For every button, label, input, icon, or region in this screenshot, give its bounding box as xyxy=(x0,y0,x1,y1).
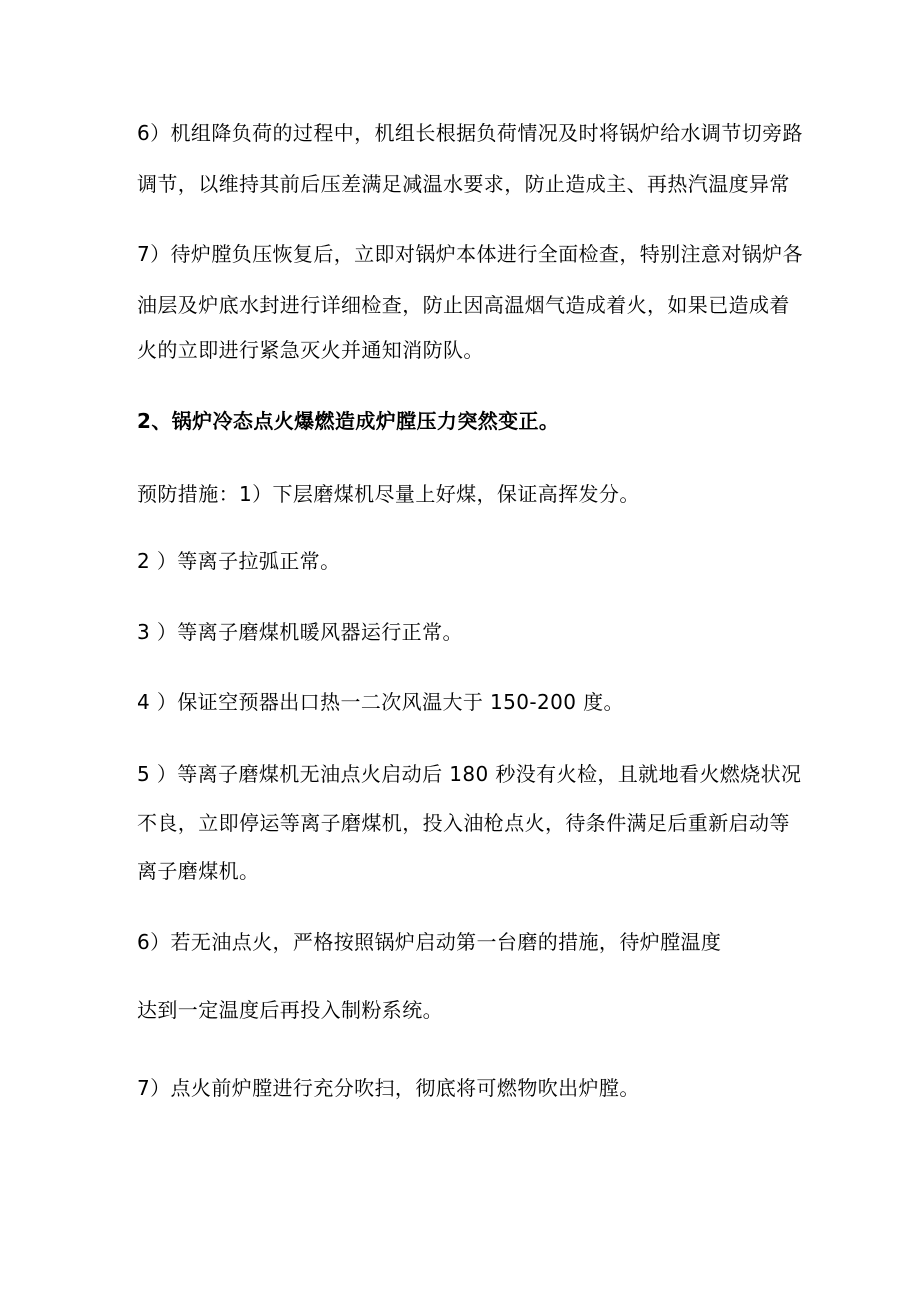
list-item: 6）若无油点火，严格按照锅炉启动第一台磨的措施，待炉膛温度 xyxy=(137,930,722,954)
section-heading: 2、锅炉冷态点火爆燃造成炉膛压力突然变正。 xyxy=(137,409,560,433)
paragraph-line: 7）待炉膛负压恢复后，立即对锅炉本体进行全面检查，特别注意对锅炉各 xyxy=(137,242,803,266)
paragraph-line: 预防措施：1）下层磨煤机尽量上好煤，保证高挥发分。 xyxy=(137,482,640,506)
paragraph-line: 离子磨煤机。 xyxy=(137,859,260,883)
list-item: 7）点火前炉膛进行充分吹扫，彻底将可燃物吹出炉膛。 xyxy=(137,1076,640,1100)
list-item: 5 ）等离子磨煤机无油点火启动后 180 秒没有火检，且就地看火燃烧状况 xyxy=(137,762,802,786)
list-item: 3 ）等离子磨煤机暖风器运行正常。 xyxy=(137,620,463,644)
paragraph-line: 调节，以维持其前后压差满足减温水要求，防止造成主、再热汽温度异常 xyxy=(137,172,790,196)
paragraph-line: 不良，立即停运等离子磨煤机，投入油枪点火，待条件满足后重新启动等 xyxy=(137,811,790,835)
list-item: 2 ）等离子拉弧正常。 xyxy=(137,549,341,573)
paragraph-line: 油层及炉底水封进行详细检查，防止因高温烟气造成着火，如果已造成着 xyxy=(137,293,790,317)
list-item: 4 ）保证空预器出口热一二次风温大于 150-200 度。 xyxy=(137,690,624,714)
paragraph-line: 6）机组降负荷的过程中，机组长根据负荷情况及时将锅炉给水调节切旁路 xyxy=(137,121,803,145)
paragraph-line: 达到一定温度后再投入制粉系统。 xyxy=(137,998,443,1022)
paragraph-line: 火的立即进行紧急灭火并通知消防队。 xyxy=(137,338,484,362)
